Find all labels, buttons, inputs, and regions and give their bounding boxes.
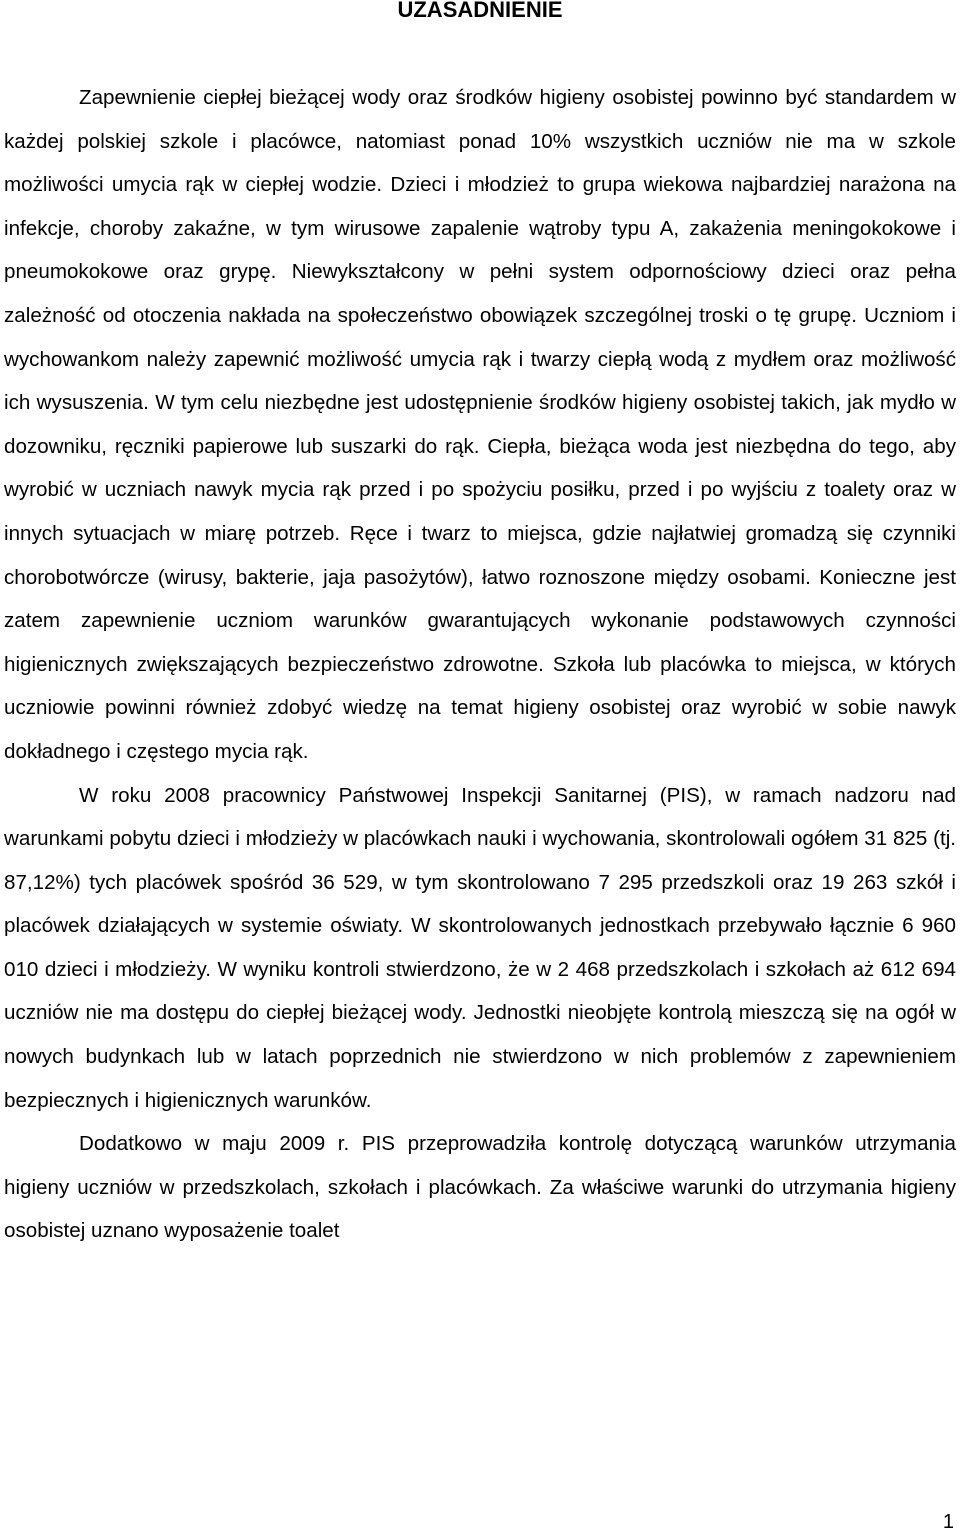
paragraph-2: W roku 2008 pracownicy Państwowej Inspekcji Sanitarnej (PIS), w ramach nadzoru nad warunkami pobytu dzieci i młodzieży w placówkach nauki i wychowania, skontrolowali ogółem 31 825 (tj. 87,12%) tych placówek spośród 36 529, w tym skontrolowano 7 295 przedszkoli oraz 19 263 szkół i placówek działających w systemie oświaty. W skontrolowanych jednostkach przebywało łącznie 6 960 010 dzieci i młodzieży. W wyniku kontroli stwierdzono, że w 2 468 przedszkolach i szkołach aż 612 694 uczniów nie ma dostępu do ciepłej bieżącej wody. Jednostki nieobjęte kontrolą mieszczą się na ogół w nowych budynkach lub w latach poprzednich nie stwierdzono w nich problemów z zapewnieniem bezpiecznych i higienicznych warunków. — [4, 783, 956, 1112]
paragraph-3: Dodatkowo w maju 2009 r. PIS przeprowadziła kontrolę dotyczącą warunków utrzymania higieny uczniów w przedszkolach, szkołach i placówkach. Za właściwe warunki do utrzymania higieny osobistej uznano wyposażenie toalet — [4, 1132, 956, 1243]
page-number: 1 — [942, 1511, 954, 1533]
document-body — [4, 76, 956, 1253]
page-title: UZASADNIENIE — [397, 0, 563, 22]
paragraph-1: Zapewnienie ciepłej bieżącej wody oraz środków higieny osobistej powinno być standardem w każdej polskiej szkole i placówce, natomiast ponad 10% wszystkich uczniów nie ma w szkole możliwości umycia rąk w ciepłej wodzie. Dzieci i młodzież to grupa wiekowa najbardziej narażona na infekcje, choroby zakaźne, w tym wirusowe zapalenie wątroby typu A, zakażenia meningokokowe i pneumokokowe oraz grypę. Niewykształcony w pełni system odpornościowy dzieci oraz pełna zależność od otoczenia nakłada na społeczeństwo obowiązek szczególnej troski o tę grupę. Uczniom i wychowankom należy zapewnić możliwość umycia rąk i twarzy ciepłą wodą z mydłem oraz możliwość ich wysuszenia. W tym celu niezbędne jest udostępnienie środków higieny osobistej takich, jak mydło w dozowniku, ręczniki papierowe lub suszarki do rąk. Ciepła, bieżąca woda jest niezbędna do tego, aby wyrobić w uczniach nawyk mycia rąk przed i po spożyciu posiłku, przed i po wyjściu z toalety oraz w innych sytuacjach w miarę potrzeb. Ręce i twarz to miejsca, gdzie najłatwiej gromadzą się czynniki chorobotwórcze (wirusy, bakterie, jaja pasożytów), łatwo roznoszone między osobami. Konieczne jest zatem zapewnienie uczniom warunków gwarantujących wykonanie podstawowych czynności higienicznych zwiększających bezpieczeństwo zdrowotne. Szkoła lub placówka to miejsca, w których uczniowie powinni również zdobyć wiedzę na temat higieny osobistej oraz wyrobić w sobie nawyk dokładnego i częstego mycia rąk. — [4, 86, 956, 763]
